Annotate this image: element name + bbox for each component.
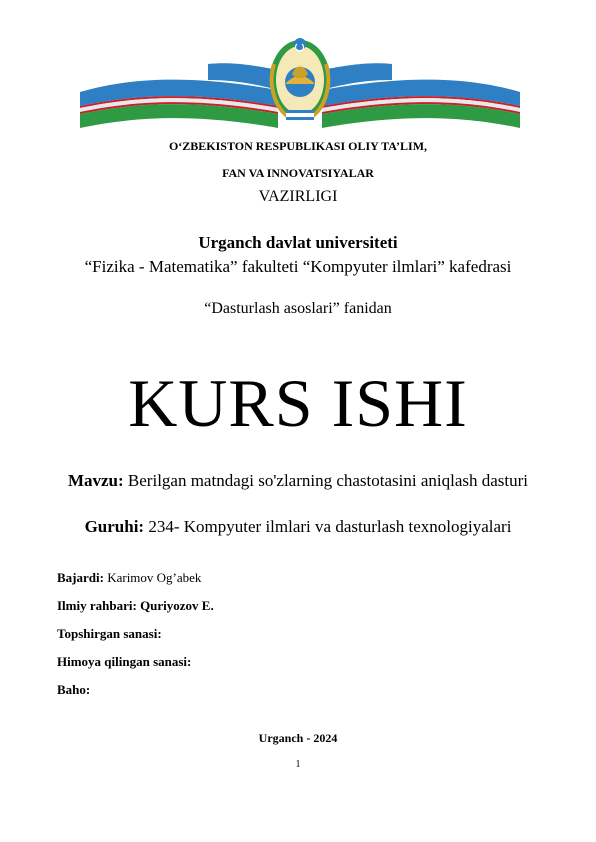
emblem-seal (270, 38, 330, 120)
rahbar-value: Quriyozov E. (136, 598, 214, 613)
city-year: Urganch - 2024 (258, 731, 338, 745)
group (0, 517, 596, 537)
topic (60, 470, 536, 491)
page-number: 1 (295, 759, 301, 770)
ministry-line-1: O‘ZBEKISTON RESPUBLIKASI OLIY TA’LIM, (168, 139, 428, 153)
subject-line: “Dasturlash asoslari” fanidan (204, 300, 392, 317)
group-label: Guruhi: (84, 517, 145, 536)
flag-ribbon-left (80, 63, 278, 128)
field-himoya: Himoya qilingan sanasi: (57, 654, 192, 669)
topic-value: Berilgan matndagi so'zlarning chastotasini aniqlash dasturi (123, 471, 529, 490)
university-name: Urganch davlat universiteti (198, 233, 398, 252)
state-emblem-icon (78, 34, 522, 128)
bajardi-value: Karimov Og’abek (103, 570, 202, 585)
field-baho: Baho: (57, 682, 91, 697)
rahbar-label: Ilmiy rahbari: (57, 598, 137, 613)
field-rahbar (57, 598, 214, 614)
ministry-line-2: FAN VA INNOVATSIYALAR (222, 166, 374, 180)
field-topshirgan: Topshirgan sanasi: (57, 626, 162, 641)
topic-label: Mavzu: (67, 471, 124, 490)
ministry-line-3: VAZIRLIGI (258, 188, 338, 205)
work-title: KURS ISHI (128, 365, 468, 441)
group-value: 234- Kompyuter ilmlari va dasturlash texnologiyalari (144, 517, 512, 536)
faculty-line: “Fizika - Matematika” fakulteti “Kompyuter ilmlari” kafedrasi (84, 257, 512, 276)
flag-ribbon-right (322, 63, 520, 128)
bajardi-label: Bajardi: (57, 570, 104, 585)
field-bajardi (57, 570, 201, 586)
